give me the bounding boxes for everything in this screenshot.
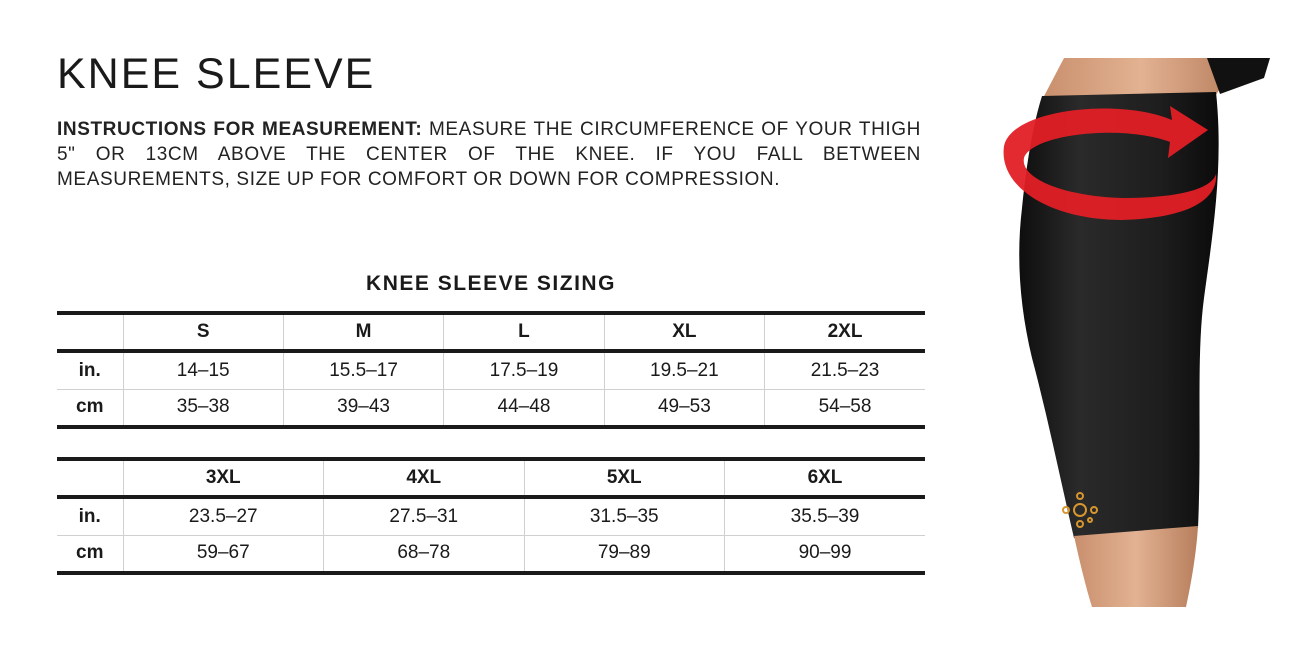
table-cell: 35–38 — [123, 389, 283, 427]
sizing-table-small — [57, 311, 925, 429]
table-cell: 14–15 — [123, 351, 283, 389]
corner-cell — [57, 313, 123, 351]
table-row-inches — [57, 497, 925, 535]
size-header: 2XL — [765, 313, 925, 351]
table-cell: 19.5–21 — [604, 351, 764, 389]
size-header-row — [57, 313, 925, 351]
table-cell: 23.5–27 — [123, 497, 324, 535]
unit-label: in. — [57, 351, 123, 389]
size-header-row — [57, 459, 925, 497]
sizing-table-title: KNEE SLEEVE SIZING — [366, 272, 616, 295]
instructions-label: INSTRUCTIONS FOR MEASUREMENT: — [57, 119, 423, 140]
instructions-text: MEASURE THE CIRCUMFERENCE OF YOUR THIGH 5" OR 13CM ABOVE THE CENTER OF THE KNEE. IF YOU FALL BETWEEN MEASUREMENTS, SIZE UP FOR COMFORT OR DOWN FOR COMPRESSION. — [57, 119, 921, 190]
corner-cell — [57, 459, 123, 497]
size-header: 5XL — [524, 459, 725, 497]
table-cell: 49–53 — [604, 389, 764, 427]
table-row-cm — [57, 535, 925, 573]
knee-sleeve-photo — [1002, 58, 1270, 607]
table-row-inches — [57, 351, 925, 389]
size-header: S — [123, 313, 283, 351]
table-row-cm — [57, 389, 925, 427]
measurement-instructions — [57, 117, 921, 192]
table-cell: 59–67 — [123, 535, 324, 573]
page-title: KNEE SLEEVE — [57, 50, 376, 98]
size-header: 6XL — [725, 459, 926, 497]
size-header: 3XL — [123, 459, 324, 497]
size-header: L — [444, 313, 604, 351]
table-cell: 15.5–17 — [283, 351, 443, 389]
table-cell: 35.5–39 — [725, 497, 926, 535]
sizing-table-large — [57, 457, 925, 575]
calf-skin — [1074, 526, 1198, 607]
table-cell: 68–78 — [324, 535, 525, 573]
table-cell: 44–48 — [444, 389, 604, 427]
size-header: 4XL — [324, 459, 525, 497]
table-cell: 31.5–35 — [524, 497, 725, 535]
unit-label: in. — [57, 497, 123, 535]
size-header: M — [283, 313, 443, 351]
table-cell: 27.5–31 — [324, 497, 525, 535]
table-cell: 39–43 — [283, 389, 443, 427]
sleeve-body — [1019, 92, 1218, 538]
table-cell: 17.5–19 — [444, 351, 604, 389]
table-cell: 90–99 — [725, 535, 926, 573]
table-cell: 21.5–23 — [765, 351, 925, 389]
unit-label: cm — [57, 535, 123, 573]
table-cell: 79–89 — [524, 535, 725, 573]
table-cell: 54–58 — [765, 389, 925, 427]
unit-label: cm — [57, 389, 123, 427]
size-header: XL — [604, 313, 764, 351]
